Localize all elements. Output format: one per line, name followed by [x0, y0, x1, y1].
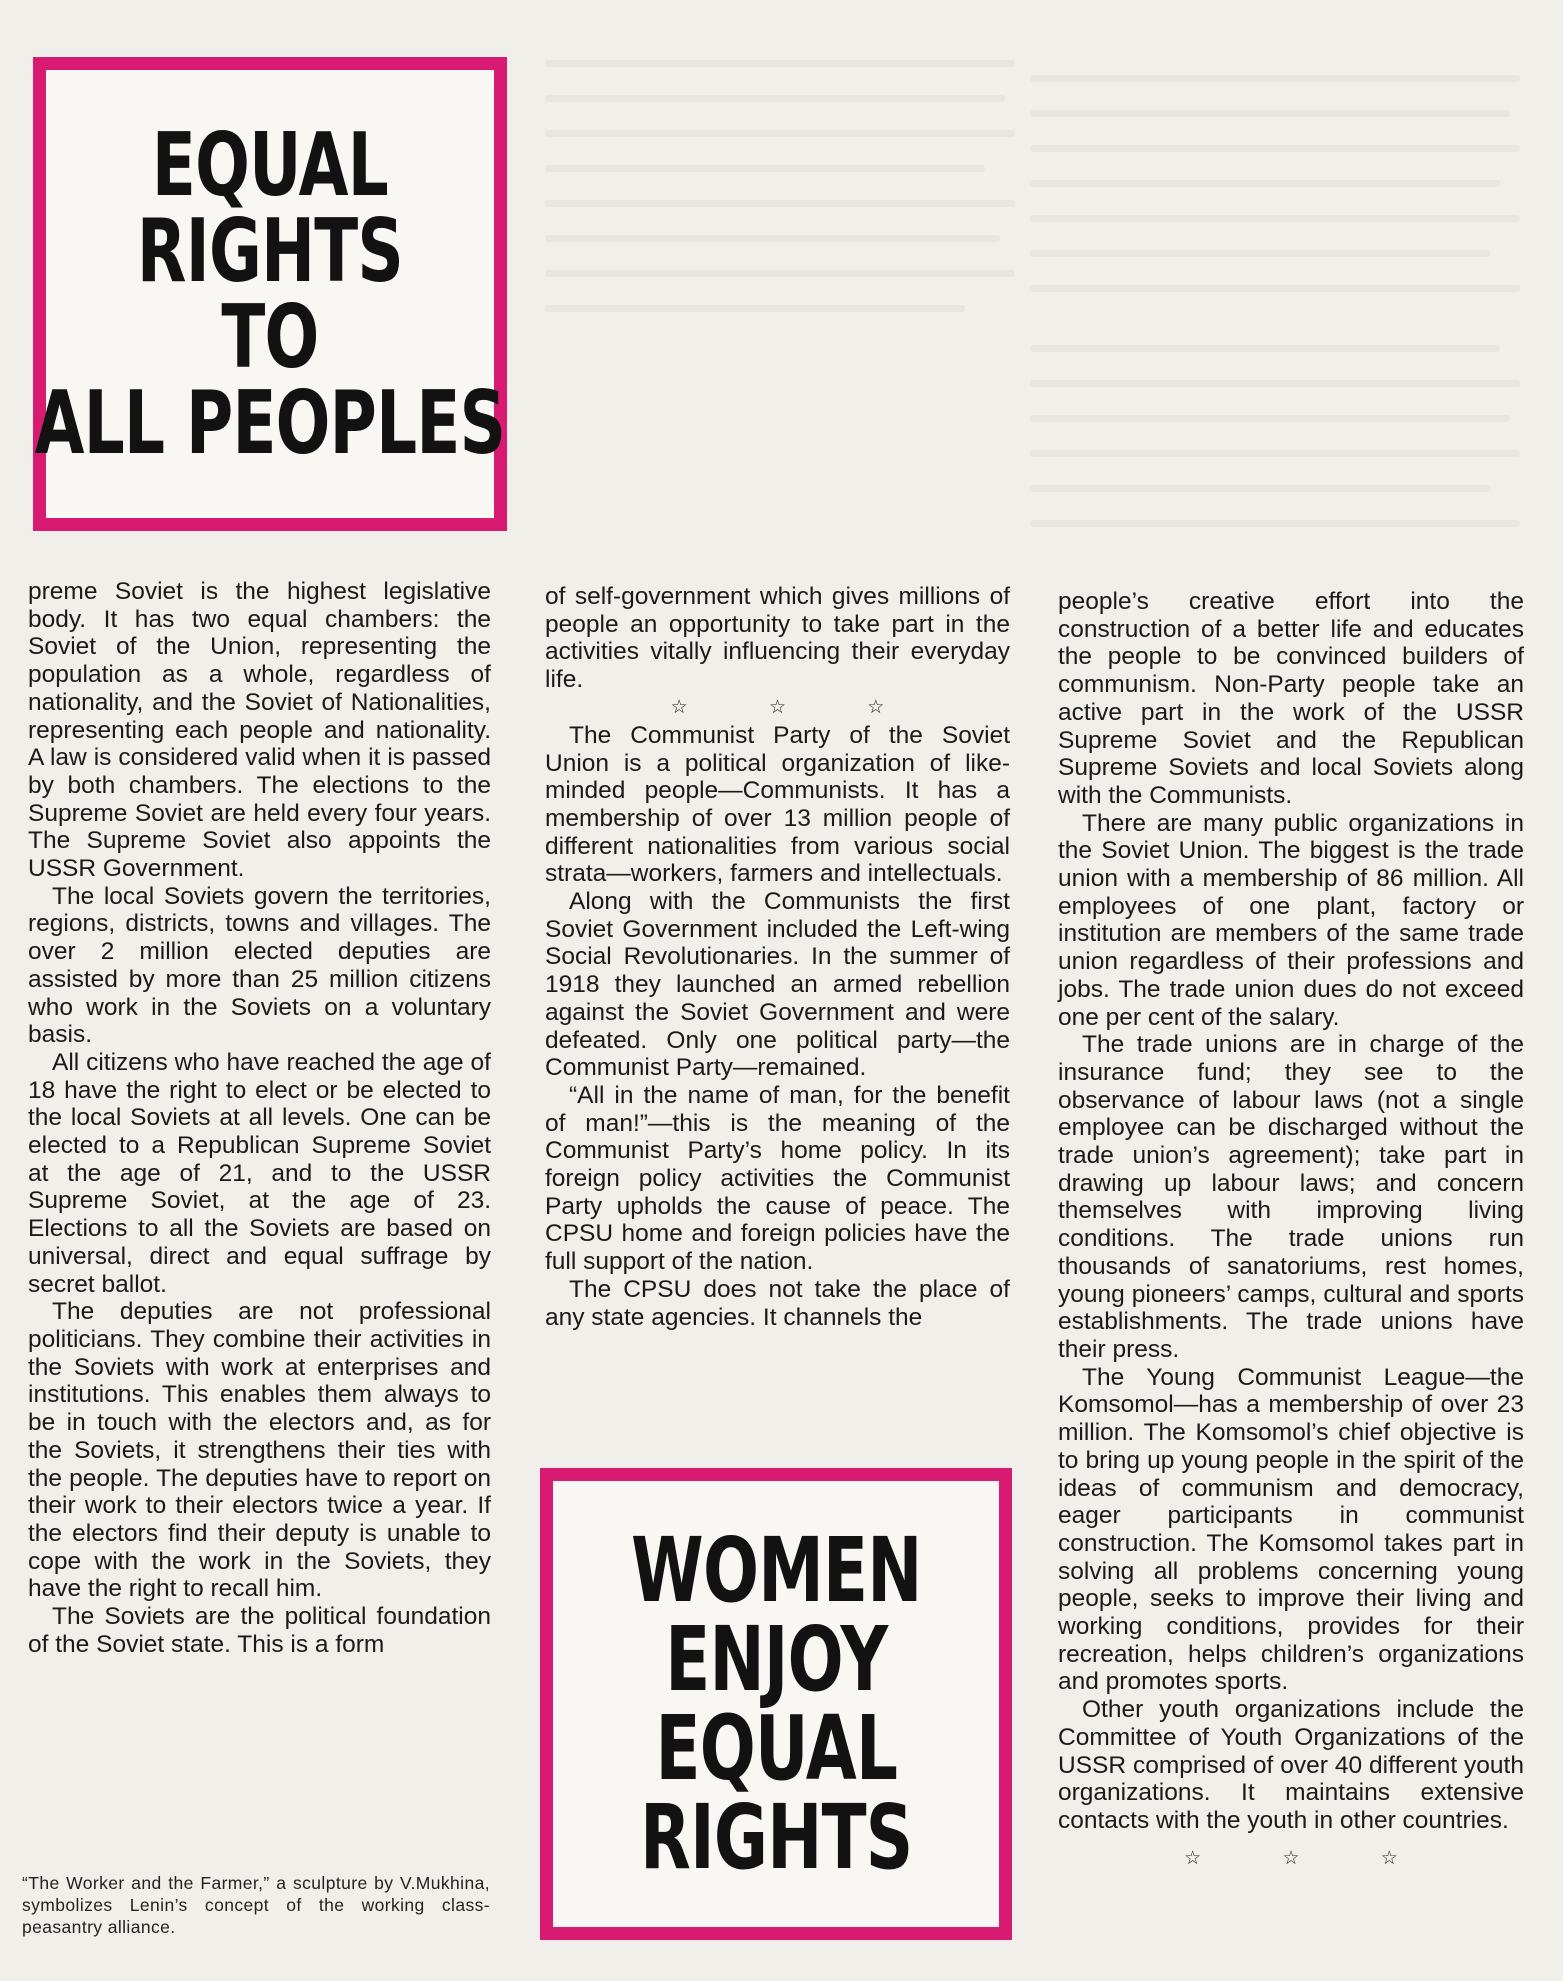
- paragraph: There are many public organizations in the Soviet Union. The biggest is the trade union with a membership of 86 million. All employees of one plant, factory or institution are members of the same trade union regardless of their professions and jobs. The trade union dues do not exceed one per cent of the salary.: [1058, 809, 1524, 1031]
- paragraph: The local Soviets govern the territories, regions, districts, towns and villages. The over 2 million elected deputies are assisted by more than 25 million citizens who work in the Soviets on a voluntary basis.: [28, 882, 491, 1049]
- section-separator: ☆ ☆ ☆: [670, 696, 923, 718]
- article-column-left: [28, 578, 491, 1658]
- paragraph: people’s creative effort into the construction of a better life and educates the people to be convinced builders of communism. Non-Party people take an active part in the work of the USSR Supreme Soviet and the Republican Supreme Soviets and local Soviets along with the Communists.: [1058, 588, 1524, 809]
- paragraph: The CPSU does not take the place of any state agencies. It channels the: [545, 1275, 1010, 1331]
- paragraph: of self-government which gives millions of people an opportunity to take part in the activities vitally influencing their everyday life.: [545, 583, 1010, 694]
- paragraph: The Soviets are the political foundation of the Soviet state. This is a form: [28, 1603, 491, 1658]
- article-column-right: [1058, 588, 1524, 1873]
- paragraph: The deputies are not professional politicians. They combine their activities in the Soviets with work at enterprises and institutions. This enables them always to be in touch with the electors and, as for the Soviets, it strengthens their ties with the people. The deputies have to report on their work to their electors twice a year. If the electors find their deputy is unable to cope with the work in the Soviets, they have the right to recall him.: [28, 1298, 491, 1603]
- headline-line: ENJOY: [664, 1607, 888, 1711]
- headline-women-equal-rights: [630, 1518, 922, 1889]
- headline-box-women-equal-rights: [540, 1468, 1012, 1940]
- section-separator: ☆ ☆ ☆: [1184, 1847, 1436, 1869]
- headline-line: WOMEN: [630, 1518, 922, 1622]
- headline-line: TO: [221, 286, 319, 388]
- paragraph: Other youth organizations include the Committee of Youth Organizations of the USSR comprised of over 40 different youth organizations. It maintains extensive contacts with the youth in other countries.: [1058, 1696, 1524, 1834]
- paragraph: The Young Communist League—the Komsomol—has a membership of over 23 million. The Komsomol’s chief objective is to bring up young people in the spirit of the ideas of communism and democracy, eager participants in communist construction. The Komsomol takes part in solving all problems concerning young people, seeks to improve their living and working conditions, provides for their recreation, helps children’s organizations and promotes sports.: [1058, 1363, 1524, 1696]
- article-column-middle: [545, 583, 1010, 1331]
- headline-line: EQUAL: [151, 113, 389, 216]
- photo-caption: “The Worker and the Farmer,” a sculpture by V.Mukhina, symbolizes Lenin’s concept of the working class-peasantry alliance.: [22, 1873, 490, 1937]
- paragraph: The Communist Party of the Soviet Union is a political organization of like-minded people—Communists. It has a membership of over 13 million people of different nationalities from various social strata—workers, farmers and intellectuals.: [545, 721, 1010, 888]
- paragraph: All citizens who have reached the age of 18 have the right to elect or be elected to the local Soviets at all levels. One can be elected to a Republican Supreme Soviet at the age of 21, and to the USSR Supreme Soviet, at the age of 23. Elections to all the Soviets are based on universal, direct and equal suffrage by secret ballot.: [28, 1048, 491, 1298]
- headline-line: EQUAL: [655, 1696, 897, 1800]
- paragraph: “All in the name of man, for the benefit of man!”—this is the meaning of the Communist Party’s home policy. In its foreign policy activities the Communist Party upholds the cause of peace. The CPSU home and foreign policies have the full support of the nation.: [545, 1081, 1010, 1276]
- headline-line: RIGHTS: [639, 1785, 913, 1889]
- headline-box-equal-rights: [33, 57, 507, 531]
- headline-line: RIGHTS: [136, 199, 404, 302]
- paragraph: The trade unions are in charge of the insurance fund; they see to the observance of labour laws (not a single employee can be discharged without the trade union’s agreement); take part in drawing up labour laws; and concern themselves with improving living conditions. The trade unions run thousands of sanatoriums, rest homes, young pioneers’ camps, cultural and sports establishments. The trade unions have their press.: [1058, 1031, 1524, 1363]
- paragraph: Along with the Communists the first Soviet Government included the Left-wing Social Revolutionaries. In the summer of 1918 they launched an armed rebellion against the Soviet Government and were defeated. Only one political party—the Communist Party—remained.: [545, 888, 1010, 1082]
- paragraph: preme Soviet is the highest legislative body. It has two equal chambers: the Soviet of the Union, representing the population as a whole, regardless of nationality, and the Soviet of Nationalities, representing each people and nationality. A law is considered valid when it is passed by both chambers. The elections to the Supreme Soviet are held every four years. The Supreme Soviet also appoints the USSR Government.: [28, 578, 491, 883]
- headline-equal-rights: [34, 113, 506, 475]
- headline-line: ALL PEOPLES: [34, 372, 506, 475]
